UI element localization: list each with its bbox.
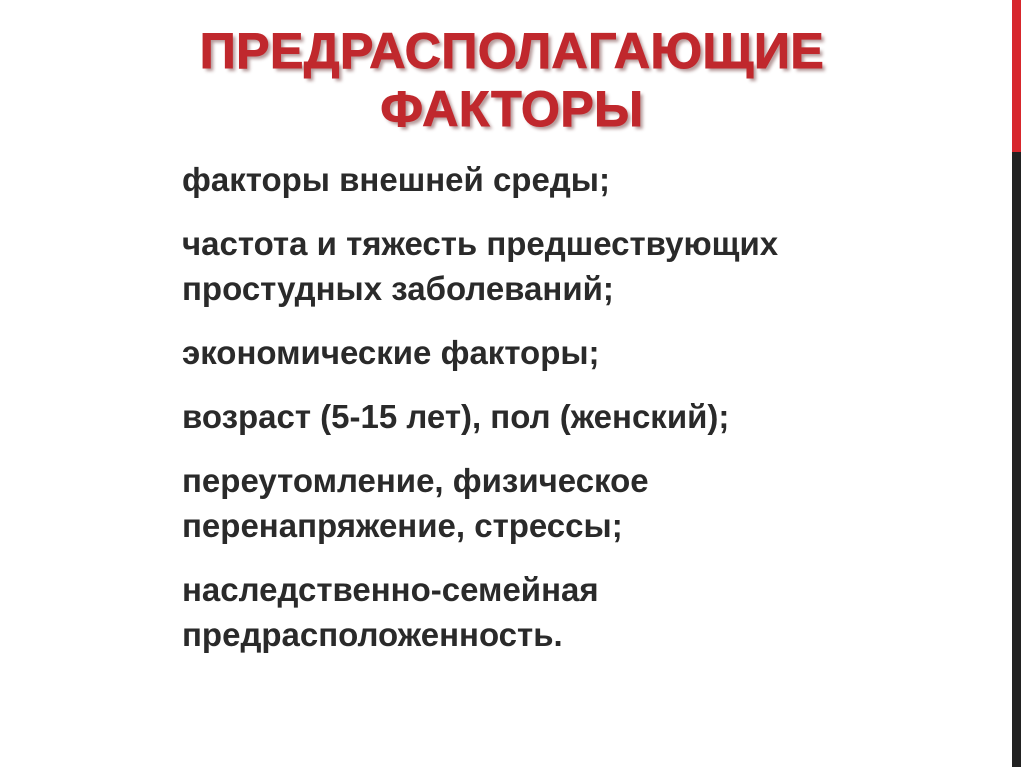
right-accent-bar [1012,0,1024,767]
slide-title-line-2: ФАКТОРЫ [380,81,644,137]
slide-title-line-1: ПРЕДРАСПОЛАГАЮЩИЕ [199,23,825,79]
bullet-item-heredity: наследственно-семейная предрасположенность. [182,571,599,653]
bullet-item-age-sex: возраст (5-15 лет), пол (женский); [182,398,730,435]
bullet-list [182,157,922,676]
right-accent-bar-dark [1012,152,1021,767]
bullet-item-economic: экономические факторы; [182,334,600,371]
bullet-item-environment: факторы внешней среды; [182,161,610,198]
slide-title [120,22,904,138]
right-accent-bar-red [1012,0,1021,152]
bullet-item-colds: частота и тяжесть предшествующих простудных заболеваний; [182,225,779,307]
bullet-item-stress: переутомление, физическое перенапряжение, стрессы; [182,462,649,544]
